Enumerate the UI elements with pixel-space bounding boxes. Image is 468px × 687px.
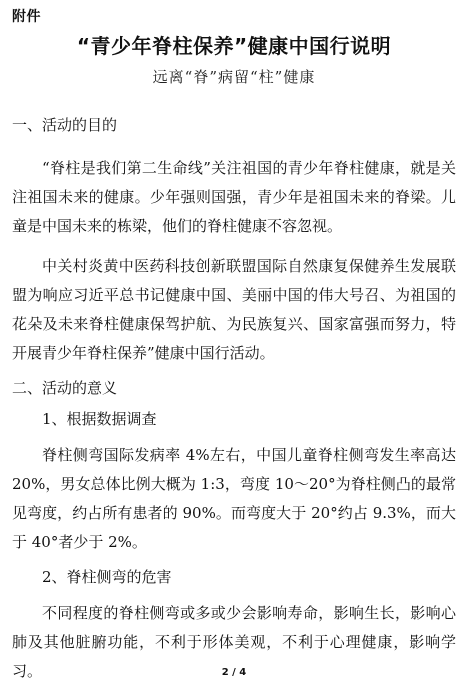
document-body [12,116,456,686]
paragraph-harm: 不同程度的脊柱侧弯或多或少会影响寿命，影响生长，影响心肺及其他脏腑功能，不利于形体美观，不利于心理健康，影响学习。 [12,604,456,680]
section-heading-significance: 二、活动的意义 [12,379,118,397]
section-heading-purpose: 一、活动的目的 [12,116,118,134]
subsection-heading-data-survey: 1、根据数据调查 [42,410,157,428]
paragraph-data-survey: 脊柱侧弯国际发病率 4%左右，中国儿童脊柱侧弯发生率高达 20%，男女总体比例大概为 1:3，弯度 10～20°为脊柱侧凸的最常见弯度，约占所有患者的 90%。而弯度大于 20°约占 9.3%，而大于 40°者少于 2%。 [12,446,456,551]
paragraph-purpose-2: 中关村炎黄中医药科技创新联盟国际自然康复保健养生发展联盟为响应习近平总书记健康中国、美丽中国的伟大号召、为祖国的花朵及未来脊柱健康保驾护航、为民族复兴、国家富强而努力，特开展青少年脊柱保养”健康中国行活动。 [12,257,456,362]
subsection-heading-harm: 2、脊柱侧弯的危害 [42,568,172,586]
document-title: “青少年脊柱保养”健康中国行说明 [76,34,392,58]
document-subtitle: 远离“脊”病留“柱”健康 [152,68,316,86]
page-number: 2 / 4 [221,667,247,678]
paragraph-purpose-1: “脊柱是我们第二生命线”关注祖国的青少年脊柱健康，就是关注祖国未来的健康。少年强则国强，青少年是祖国未来的脊梁。儿童是中国未来的栋梁，他们的脊柱健康不容忽视。 [12,159,456,235]
attachment-label: 附件 [12,9,41,25]
